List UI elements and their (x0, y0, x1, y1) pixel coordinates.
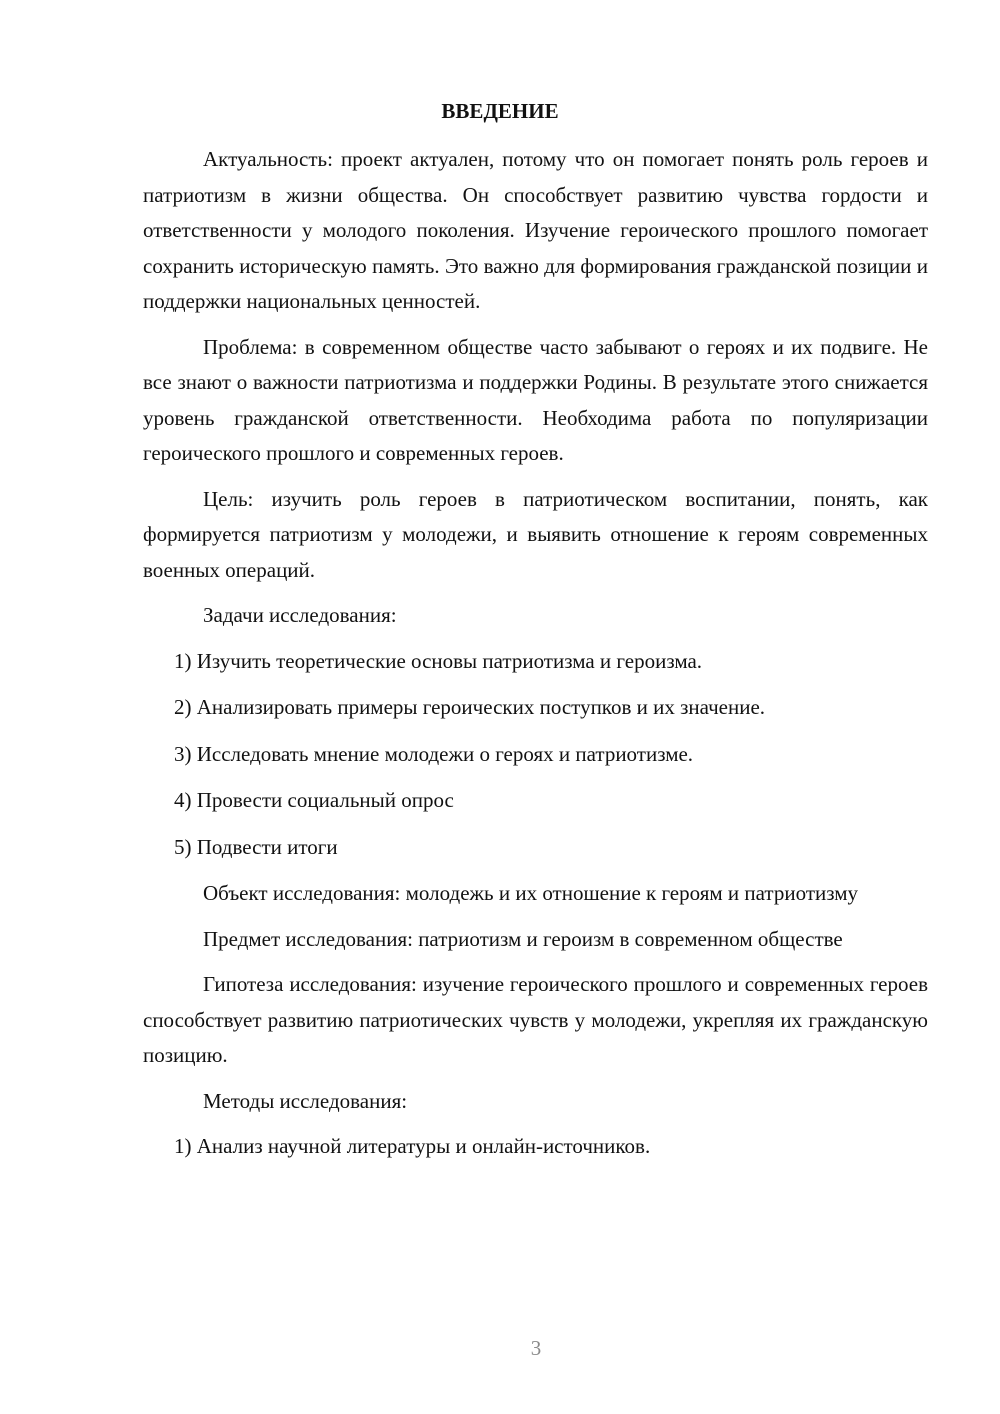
document-body (143, 142, 928, 1176)
problem-paragraph: Проблема: в современном обществе часто забывают о героях и их подвиге. Не все знают о важности патриотизма и поддержки Родины. В результате этого снижается уровень гражданской ответственности. Необходима работа по популяризации героического прошлого и современных героев. (143, 334, 928, 465)
object-paragraph: Объект исследования: молодежь и их отношение к героям и патриотизму (203, 881, 859, 905)
hypothesis-paragraph: Гипотеза исследования: изучение героического прошлого и современных героев способствует развитию патриотических чувств у молодежи, укрепляя их гражданскую позицию. (143, 972, 928, 1067)
section-title: ВВЕДЕНИЕ (441, 99, 559, 123)
task-item: 4) Провести социальный опрос (174, 788, 454, 812)
method-item: 1) Анализ научной литературы и онлайн-источников. (174, 1134, 651, 1158)
methods-heading: Методы исследования: (203, 1088, 408, 1113)
goal-paragraph: Цель: изучить роль героев в патриотическом воспитании, понять, как формируется патриотизм у молодежи, и выявить отношение к героям современных военных операций. (143, 486, 928, 582)
methods-list (143, 1129, 928, 1165)
task-item: 5) Подвести итоги (174, 834, 338, 859)
task-item: 1) Изучить теоретические основы патриотизма и героизма. (174, 648, 703, 673)
tasks-list (143, 644, 928, 866)
tasks-heading: Задачи исследования: (203, 603, 397, 627)
task-item: 2) Анализировать примеры героических поступков и их значение. (174, 695, 766, 719)
task-item: 3) Исследовать мнение молодежи о героях и патриотизме. (174, 741, 694, 766)
actuality-paragraph: Актуальность: проект актуален, потому что он помогает понять роль героев и патриотизм в жизни общества. Он способствует развитию чувства гордости и ответственности у молодого поколения. Изучение героического прошлого помогает сохранить историческую память. Это важно для формирования гражданской позиции и поддержки национальных ценностей. (143, 147, 928, 313)
page-number: 3 (530, 1336, 542, 1360)
subject-paragraph: Предмет исследования: патриотизм и героизм в современном обществе (203, 926, 843, 951)
